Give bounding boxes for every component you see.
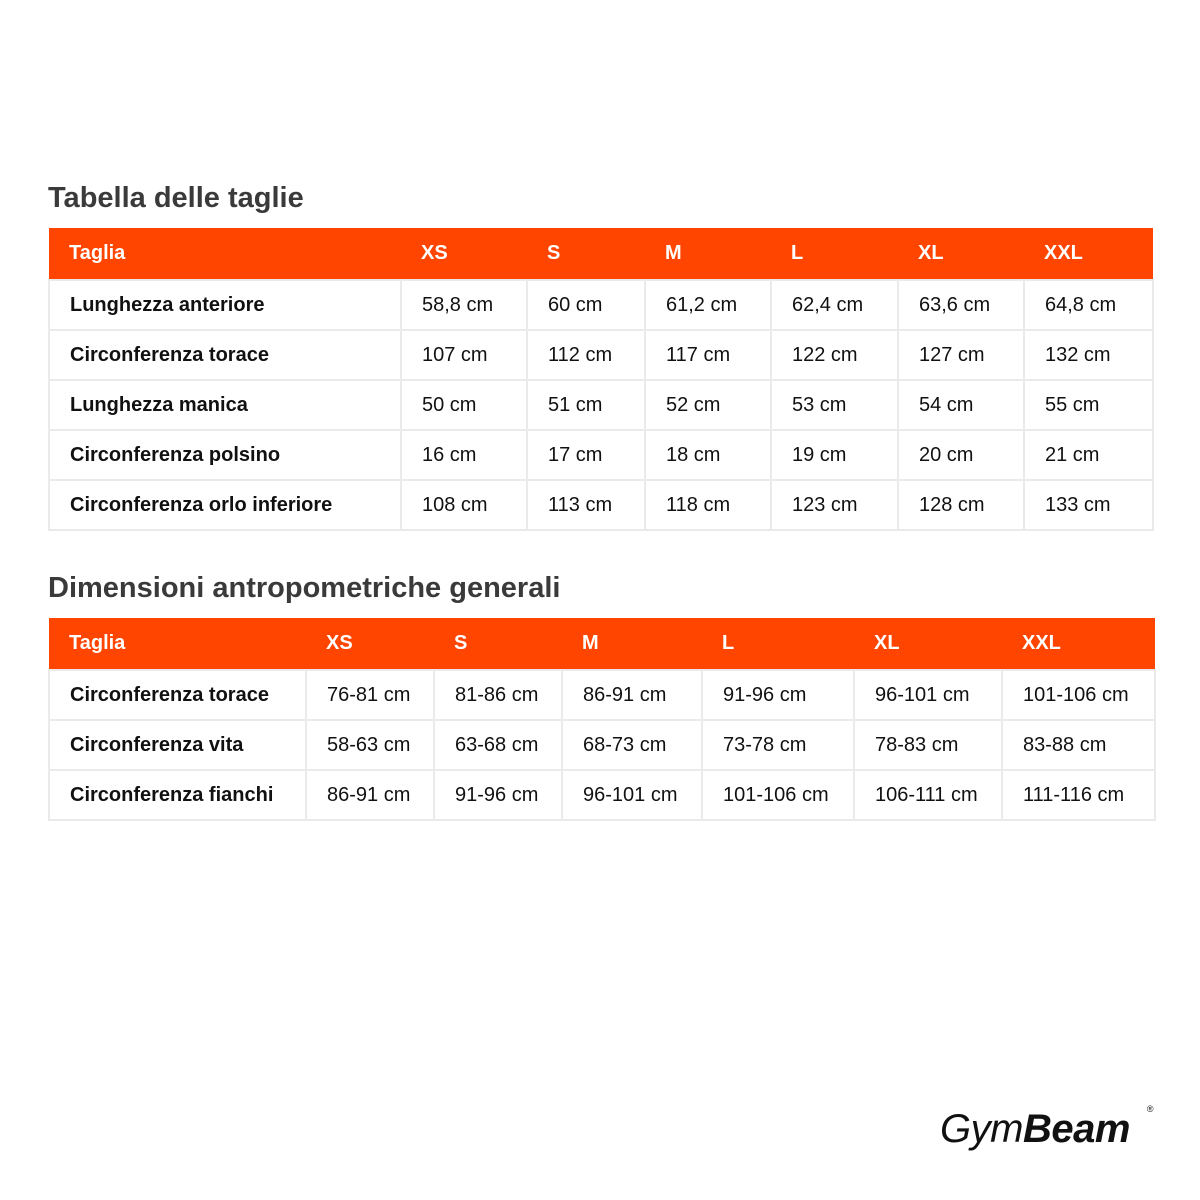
row-label: Circonferenza torace (49, 670, 306, 720)
table-row (49, 770, 1155, 820)
header-cell: S (527, 228, 645, 280)
table-cell: 83-88 cm (1002, 720, 1155, 770)
table-cell: 61,2 cm (645, 280, 771, 330)
row-label: Circonferenza fianchi (49, 770, 306, 820)
table-cell: 123 cm (771, 480, 898, 530)
table-cell: 106-111 cm (854, 770, 1002, 820)
header-cell: M (562, 618, 702, 670)
header-cell: XS (401, 228, 527, 280)
table-row (49, 430, 1153, 480)
header-cell: XXL (1024, 228, 1153, 280)
header-cell: L (702, 618, 854, 670)
header-cell: Taglia (49, 618, 306, 670)
table-cell: 58-63 cm (306, 720, 434, 770)
table-cell: 50 cm (401, 380, 527, 430)
table-cell: 122 cm (771, 330, 898, 380)
table-cell: 53 cm (771, 380, 898, 430)
table-cell: 17 cm (527, 430, 645, 480)
table-cell: 86-91 cm (562, 670, 702, 720)
table-cell: 20 cm (898, 430, 1024, 480)
header-cell: Taglia (49, 228, 401, 280)
table-cell: 78-83 cm (854, 720, 1002, 770)
header-cell: XS (306, 618, 434, 670)
table-cell: 91-96 cm (702, 670, 854, 720)
header-cell: XXL (1002, 618, 1155, 670)
table-cell: 76-81 cm (306, 670, 434, 720)
table-cell: 107 cm (401, 330, 527, 380)
table-cell: 52 cm (645, 380, 771, 430)
table-cell: 63-68 cm (434, 720, 562, 770)
row-label: Circonferenza orlo inferiore (49, 480, 401, 530)
table-cell: 64,8 cm (1024, 280, 1153, 330)
table-cell: 133 cm (1024, 480, 1153, 530)
table-cell: 16 cm (401, 430, 527, 480)
table-cell: 21 cm (1024, 430, 1153, 480)
table-row (49, 380, 1153, 430)
table-cell: 81-86 cm (434, 670, 562, 720)
row-label: Lunghezza anteriore (49, 280, 401, 330)
table-cell: 108 cm (401, 480, 527, 530)
header-cell: S (434, 618, 562, 670)
table-cell: 68-73 cm (562, 720, 702, 770)
table-cell: 118 cm (645, 480, 771, 530)
table-cell: 73-78 cm (702, 720, 854, 770)
table-row (49, 670, 1155, 720)
table-cell: 19 cm (771, 430, 898, 480)
table-cell: 18 cm (645, 430, 771, 480)
logo-part-beam: Beam (1022, 1107, 1130, 1151)
table-cell: 111-116 cm (1002, 770, 1155, 820)
table-cell: 112 cm (527, 330, 645, 380)
header-cell: L (771, 228, 898, 280)
row-label: Lunghezza manica (49, 380, 401, 430)
table-row (49, 480, 1153, 530)
table-cell: 132 cm (1024, 330, 1153, 380)
table-cell: 54 cm (898, 380, 1024, 430)
table-row (49, 330, 1153, 380)
table-cell: 101-106 cm (702, 770, 854, 820)
table-row (49, 720, 1155, 770)
table-cell: 128 cm (898, 480, 1024, 530)
table-cell: 55 cm (1024, 380, 1153, 430)
header-cell: M (645, 228, 771, 280)
size-chart-title: Tabella delle taglie (48, 182, 304, 214)
body-chart-title: Dimensioni antropometriche generali (48, 572, 561, 604)
table-cell: 63,6 cm (898, 280, 1024, 330)
row-label: Circonferenza torace (49, 330, 401, 380)
table-cell: 62,4 cm (771, 280, 898, 330)
table-cell: 91-96 cm (434, 770, 562, 820)
logo-part-gym: Gym (940, 1107, 1023, 1151)
size-chart-table (48, 228, 1154, 531)
table-cell: 51 cm (527, 380, 645, 430)
table-cell: 101-106 cm (1002, 670, 1155, 720)
row-label: Circonferenza polsino (49, 430, 401, 480)
table-cell: 113 cm (527, 480, 645, 530)
table-cell: 96-101 cm (854, 670, 1002, 720)
table-header-row (49, 228, 1153, 280)
table-row (49, 280, 1153, 330)
table-header-row (49, 618, 1155, 670)
header-cell: XL (898, 228, 1024, 280)
gymbeam-logo (940, 1103, 1155, 1155)
table-cell: 58,8 cm (401, 280, 527, 330)
table-cell: 60 cm (527, 280, 645, 330)
registered-mark: ® (1146, 1104, 1153, 1114)
table-cell: 86-91 cm (306, 770, 434, 820)
table-cell: 127 cm (898, 330, 1024, 380)
table-cell: 96-101 cm (562, 770, 702, 820)
table-cell: 117 cm (645, 330, 771, 380)
body-chart-table (48, 618, 1156, 821)
row-label: Circonferenza vita (49, 720, 306, 770)
header-cell: XL (854, 618, 1002, 670)
